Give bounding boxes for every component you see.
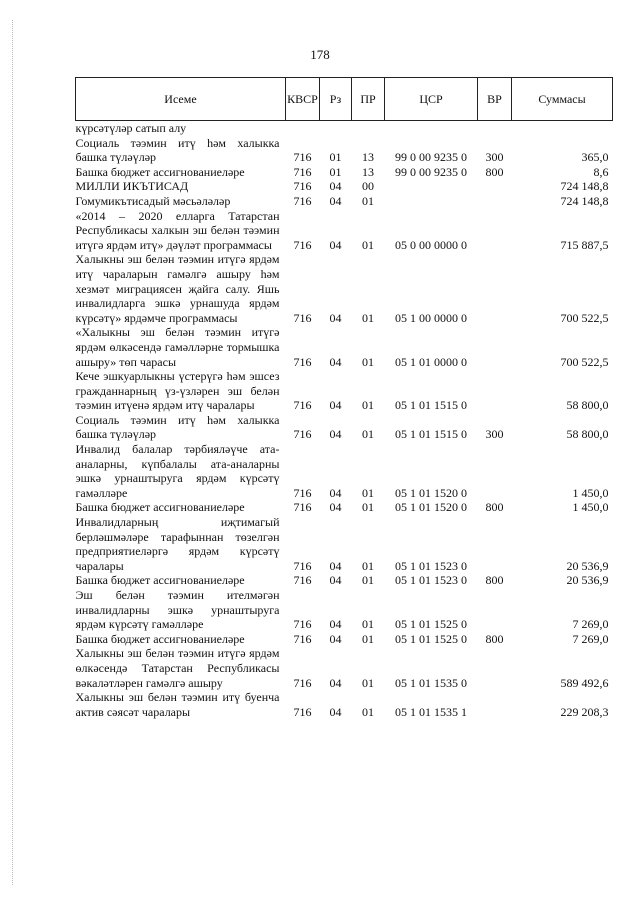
table-row <box>76 588 613 632</box>
cell-csr: 99 0 00 9235 0 <box>395 150 467 165</box>
table-row <box>76 500 613 515</box>
cell-csr: 05 1 01 1525 0 <box>395 617 467 632</box>
cell-vr: 300 <box>485 150 504 165</box>
table-row <box>76 646 613 690</box>
cell-vr <box>478 252 512 325</box>
cell-rz: 04 <box>329 631 342 646</box>
cell-vr <box>478 690 512 719</box>
cell-kvsr: 716 <box>293 704 312 719</box>
table-row <box>76 690 613 719</box>
cell-rz: 04 <box>329 617 342 632</box>
cell-sum: 1 450,0 <box>572 485 609 500</box>
cell-rz <box>320 121 352 136</box>
table-row <box>76 369 613 413</box>
cell-name: Социаль тәэмин итү һәм халыкка башка түләүләр <box>75 412 280 442</box>
cell-pr: 01 <box>362 310 374 325</box>
cell-vr: 800 <box>485 631 504 646</box>
table-row <box>76 121 613 136</box>
table-row <box>76 442 613 500</box>
cell-pr: 01 <box>362 427 374 442</box>
header-name: Исеме <box>76 78 286 121</box>
cell-vr <box>478 646 512 690</box>
cell-rz: 04 <box>329 354 342 369</box>
budget-table <box>75 77 613 719</box>
table-row <box>76 573 613 588</box>
table-row <box>76 209 613 253</box>
cell-csr: 05 0 00 0000 0 <box>395 237 467 252</box>
cell-kvsr: 716 <box>293 164 312 179</box>
cell-rz: 01 <box>329 150 342 165</box>
cell-csr: 05 1 01 1535 1 <box>395 704 467 719</box>
cell-csr: 05 1 01 1520 0 <box>395 485 467 500</box>
cell-csr <box>385 179 478 194</box>
cell-name: Гомумикътисадый мәсьәләләр <box>75 193 231 208</box>
cell-sum: 58 800,0 <box>566 427 609 442</box>
cell-rz: 04 <box>329 193 342 208</box>
cell-vr <box>478 194 512 209</box>
cell-rz: 04 <box>329 675 342 690</box>
cell-name: «2014 – 2020 елларга Татарстан Республикасы халкын эш белән тәэмин итүгә ярдәм итү» дәүләт программасы <box>75 208 280 252</box>
table-row <box>76 325 613 369</box>
table-row <box>76 413 613 442</box>
cell-name: Инвалидларның иҗтимагый берләшмәләре тарафыннан төзелгән предприятиеләргә ярдәм күрсәтү чаралары <box>75 515 280 573</box>
cell-csr: 05 1 01 1515 0 <box>395 427 467 442</box>
cell-vr: 800 <box>485 164 504 179</box>
cell-name: Кече эшкуарлыкны үстерүгә һәм эшсез гражданнарның үз-үзләрен эш белән тәэмин итүенә ярдәм итү чаралары <box>75 369 280 413</box>
cell-kvsr: 716 <box>293 617 312 632</box>
cell-sum: 20 536,9 <box>566 573 609 588</box>
cell-sum: 589 492,6 <box>560 675 609 690</box>
cell-csr: 05 1 01 1535 0 <box>395 675 467 690</box>
cell-pr: 01 <box>362 573 374 588</box>
cell-kvsr: 716 <box>293 398 312 413</box>
cell-rz: 04 <box>329 427 342 442</box>
table-row <box>76 194 613 209</box>
cell-vr: 300 <box>485 427 504 442</box>
cell-kvsr: 716 <box>293 500 312 515</box>
cell-vr <box>478 325 512 369</box>
cell-kvsr: 716 <box>293 354 312 369</box>
cell-rz: 04 <box>329 237 342 252</box>
cell-pr: 01 <box>362 485 374 500</box>
table-row <box>76 252 613 325</box>
cell-rz: 04 <box>329 485 342 500</box>
cell-csr <box>385 121 478 136</box>
cell-vr <box>478 209 512 253</box>
cell-kvsr: 716 <box>293 675 312 690</box>
cell-vr <box>478 369 512 413</box>
cell-csr: 05 1 01 1515 0 <box>395 398 467 413</box>
table-row <box>76 515 613 573</box>
cell-name: Башка бюджет ассигнованиеләре <box>75 573 245 588</box>
cell-csr: 05 1 01 1520 0 <box>395 500 467 515</box>
cell-name: Башка бюджет ассигнованиеләре <box>75 164 245 179</box>
cell-vr <box>478 588 512 632</box>
cell-kvsr: 716 <box>293 558 312 573</box>
cell-sum <box>512 121 613 136</box>
cell-pr: 13 <box>362 164 374 179</box>
cell-name: МИЛЛИ ИКЪТИСАД <box>75 179 189 194</box>
cell-sum: 8,6 <box>593 164 609 179</box>
cell-sum: 20 536,9 <box>566 558 609 573</box>
cell-name: Эш белән тәэмин ителмәгән инвалидларны эшкә урнаштыруга ярдәм күрсәтү гамәлләре <box>75 588 280 632</box>
cell-pr: 01 <box>362 354 374 369</box>
header-csr: ЦСР <box>385 78 478 121</box>
margin-guide-line <box>12 20 13 885</box>
cell-name: Башка бюджет ассигнованиеләре <box>75 631 245 646</box>
table-row <box>76 632 613 647</box>
cell-csr: 05 1 01 1523 0 <box>395 558 467 573</box>
cell-rz: 04 <box>329 573 342 588</box>
cell-kvsr: 716 <box>293 193 312 208</box>
header-kvsr: КВСР <box>286 78 320 121</box>
table-row <box>76 179 613 194</box>
header-pr: ПР <box>352 78 385 121</box>
cell-sum: 7 269,0 <box>572 617 609 632</box>
header-vr: ВР <box>478 78 512 121</box>
cell-sum: 1 450,0 <box>572 500 609 515</box>
cell-rz: 04 <box>329 398 342 413</box>
cell-csr: 05 1 01 1525 0 <box>395 631 467 646</box>
cell-sum: 700 522,5 <box>560 310 609 325</box>
table-row <box>76 136 613 165</box>
cell-rz: 04 <box>329 310 342 325</box>
cell-pr: 01 <box>362 237 374 252</box>
cell-name: Башка бюджет ассигнованиеләре <box>75 500 245 515</box>
cell-kvsr: 716 <box>293 237 312 252</box>
cell-name: Халыкны эш белән тәэмин итү буенча актив сәясәт чаралары <box>75 690 280 719</box>
cell-sum: 724 148,8 <box>560 179 609 194</box>
cell-pr <box>352 121 385 136</box>
cell-pr: 00 <box>362 179 374 194</box>
cell-kvsr <box>286 121 320 136</box>
cell-csr: 05 1 01 0000 0 <box>395 354 467 369</box>
cell-kvsr: 716 <box>293 310 312 325</box>
cell-pr: 13 <box>362 150 374 165</box>
cell-vr: 800 <box>485 500 504 515</box>
cell-csr: 05 1 00 0000 0 <box>395 310 467 325</box>
cell-rz: 04 <box>329 558 342 573</box>
cell-sum: 229 208,3 <box>560 704 609 719</box>
cell-kvsr: 716 <box>293 150 312 165</box>
cell-csr <box>385 194 478 209</box>
cell-name: «Халыкны эш белән тәэмин итүгә ярдәм өлкәсендә гамәлләрне тормышка ашыру» төп чарасы <box>75 325 280 369</box>
cell-pr: 01 <box>362 500 374 515</box>
cell-rz: 04 <box>329 179 342 194</box>
cell-kvsr: 716 <box>293 179 312 194</box>
cell-sum: 7 269,0 <box>572 631 609 646</box>
table-body <box>76 121 613 720</box>
cell-sum: 700 522,5 <box>560 354 609 369</box>
cell-pr: 01 <box>362 675 374 690</box>
cell-kvsr: 716 <box>293 573 312 588</box>
cell-csr: 05 1 01 1523 0 <box>395 573 467 588</box>
cell-name: күрсәтүләр сатып алу <box>75 121 187 135</box>
header-rz: Рз <box>320 78 352 121</box>
cell-vr: 800 <box>485 573 504 588</box>
cell-name: Социаль тәэмин итү һәм халыкка башка түләүләр <box>75 135 280 165</box>
cell-rz: 01 <box>329 164 342 179</box>
header-sum: Суммасы <box>512 78 613 121</box>
cell-csr: 99 0 00 9235 0 <box>395 164 467 179</box>
table-row <box>76 165 613 180</box>
cell-sum: 724 148,8 <box>560 193 609 208</box>
cell-rz: 04 <box>329 704 342 719</box>
cell-vr <box>478 179 512 194</box>
cell-vr <box>478 515 512 573</box>
cell-kvsr: 716 <box>293 631 312 646</box>
cell-name: Инвалид балалар тәрбияләүче ата-аналарны, күпбалалы ата-аналарны эшкә урнаштыруга ярдәм күрсәтү гамәлләре <box>75 442 280 500</box>
cell-pr: 01 <box>362 631 374 646</box>
table-header-row <box>76 78 613 121</box>
cell-name: Халыкны эш белән тәэмин итүгә ярдәм өлкәсендә Татарстан Республикасы вәкаләтләрен гамәлгә ашыру <box>75 646 280 690</box>
cell-pr: 01 <box>362 704 374 719</box>
cell-name: Халыкны эш белән тәэмин итүгә ярдәм итү чараларын гамәлгә ашыру һәм хезмәт миграциясен җайга салу. Яшь инвалидларга эшкә урнашуда ярдәм күрсәтү» ярдәмче программасы <box>75 252 280 325</box>
cell-pr: 01 <box>362 558 374 573</box>
cell-sum: 715 887,5 <box>560 237 609 252</box>
cell-vr <box>478 442 512 500</box>
cell-pr: 01 <box>362 617 374 632</box>
cell-rz: 04 <box>329 500 342 515</box>
cell-kvsr: 716 <box>293 427 312 442</box>
cell-pr: 01 <box>362 193 374 208</box>
cell-kvsr: 716 <box>293 485 312 500</box>
cell-vr <box>478 121 512 136</box>
cell-sum: 365,0 <box>581 150 609 165</box>
page-number: 178 <box>310 47 330 62</box>
cell-sum: 58 800,0 <box>566 398 609 413</box>
cell-pr: 01 <box>362 398 374 413</box>
